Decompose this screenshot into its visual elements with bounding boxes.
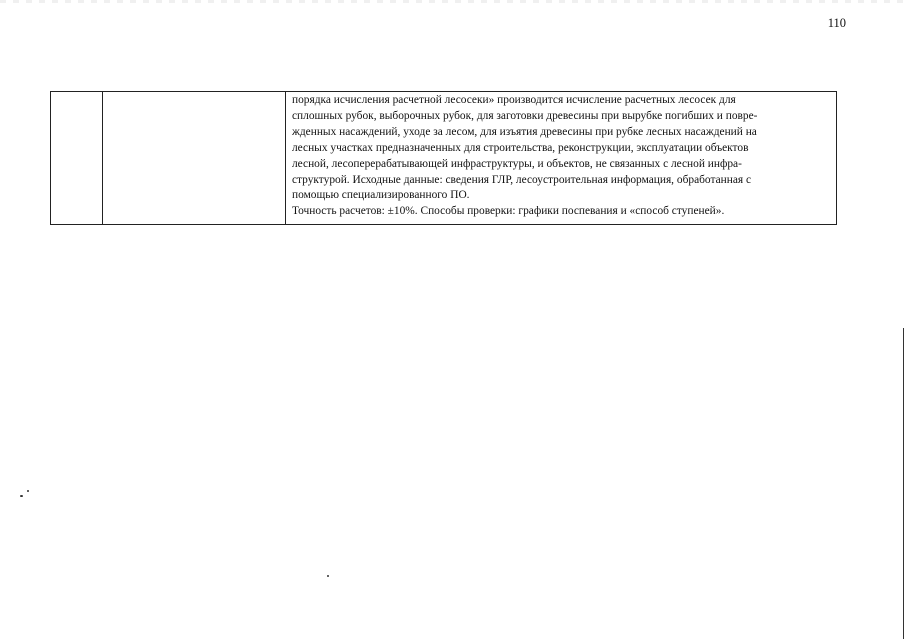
scan-speck xyxy=(20,495,23,497)
description-line: помощью специализированного ПО. xyxy=(292,189,470,202)
table-cell-description xyxy=(286,92,837,225)
document-table xyxy=(50,91,837,225)
description-line: сплошных рубок, выборочных рубок, для заготовки древесины при вырубке погибших и повре- xyxy=(292,109,758,122)
table-cell-number xyxy=(51,92,103,225)
description-line: лесной, лесоперерабатывающей инфраструктуры, и объектов, не связанных с лесной инфра- xyxy=(292,157,742,170)
table-cell-name xyxy=(103,92,286,225)
description-line: лесных участках предназначенных для строительства, реконструкции, эксплуатации объектов xyxy=(292,141,749,154)
scan-edge-line xyxy=(903,328,904,639)
scan-speck xyxy=(27,490,29,492)
description-text xyxy=(286,92,836,224)
description-line: порядка исчисления расчетной лесосеки» производится исчисление расчетных лесосек для xyxy=(292,94,736,106)
scan-speck xyxy=(327,575,329,577)
table-row xyxy=(51,92,837,225)
page-number: 110 xyxy=(827,16,846,30)
description-line: структурой. Исходные данные: сведения ГЛР, лесоустроительная информация, обработанная с xyxy=(292,173,752,186)
scan-top-noise xyxy=(0,0,905,3)
description-line: Точность расчетов: ±10%. Способы проверки: графики поспевания и «способ ступеней». xyxy=(292,205,725,218)
description-line: жденных насаждений, уходе за лесом, для изъятия древесины при рубке лесных насаждений на xyxy=(292,125,757,138)
